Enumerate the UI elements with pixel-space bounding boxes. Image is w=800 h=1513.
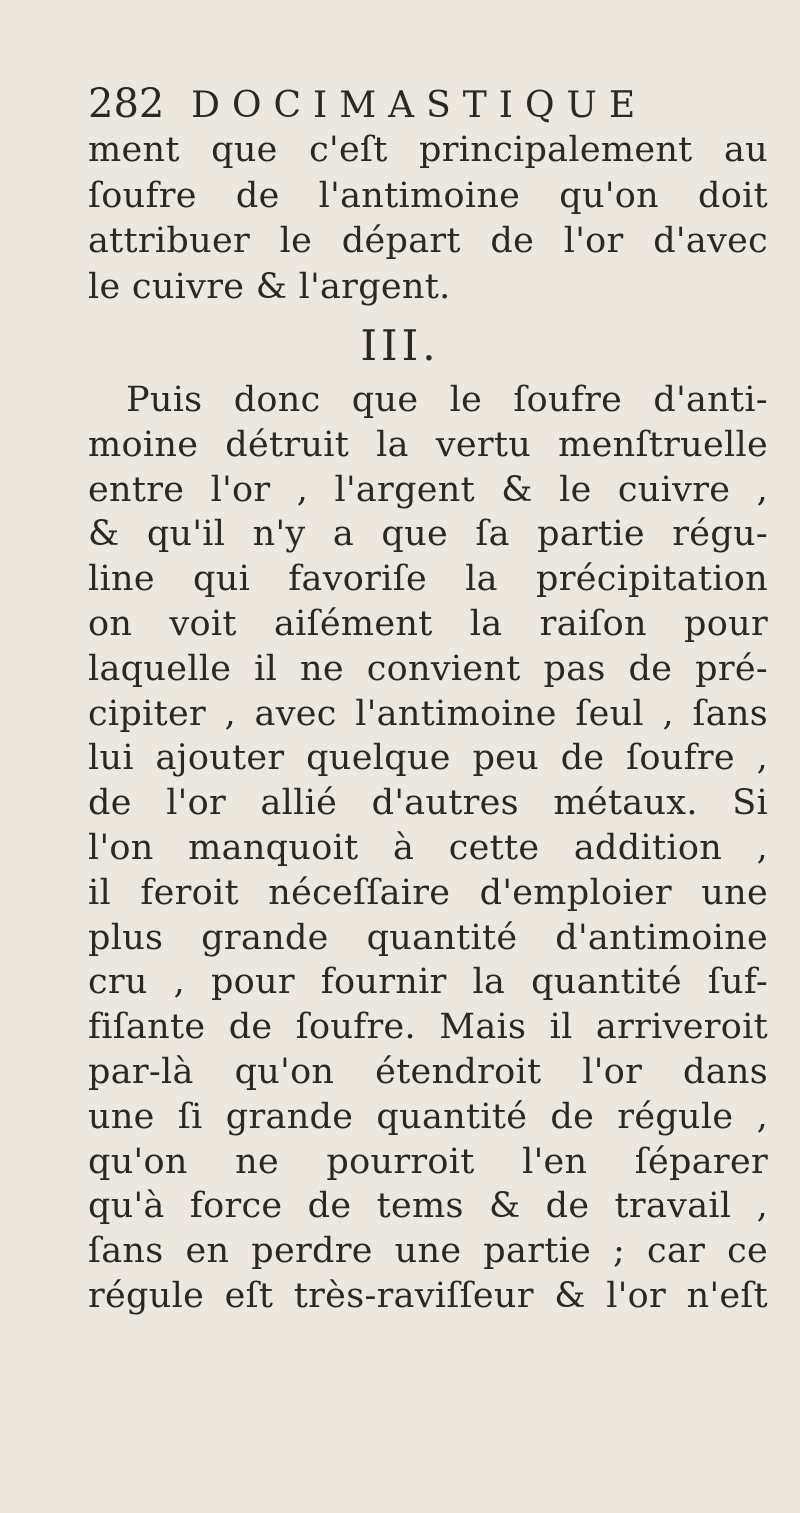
text-line: Puis donc que le ſoufre d'anti- xyxy=(126,380,768,420)
running-title: DOCIMASTIQUE xyxy=(191,85,648,126)
text-line: il feroit néceſſaire d'emploier une xyxy=(88,872,768,913)
page-number: 282 xyxy=(88,81,165,127)
paragraph-section-3 xyxy=(88,378,768,1319)
text-line: line qui favoriſe la précipitation xyxy=(88,559,768,600)
text-line: laquelle il ne convient pas de pré- xyxy=(88,648,768,689)
text-line: régule eſt très-raviſſeur & l'or n'eſt xyxy=(88,1275,768,1316)
text-line: lui ajouter quelque peu de ſoufre , xyxy=(88,738,768,779)
text-line: qu'on ne pourroit l'en ſéparer xyxy=(88,1141,768,1182)
text-line: ſans en perdre une partie ; car ce xyxy=(88,1231,768,1272)
text-line: moine détruit la vertu menſtruelle xyxy=(88,424,768,465)
text-line: de l'or allié d'autres métaux. Si xyxy=(88,783,768,824)
paragraph-continued xyxy=(88,128,768,310)
text-line: attribuer le départ de l'or d'avec xyxy=(88,221,768,261)
section-heading: III. xyxy=(360,321,440,370)
text-line: l'on manquoit à cette addition , xyxy=(88,827,768,868)
text-line: ſoufre de l'antimoine qu'on doit xyxy=(88,175,768,216)
text-line: plus grande quantité d'antimoine xyxy=(88,917,768,958)
text-line: le cuivre & l'argent. xyxy=(88,266,451,307)
text-line: une ſi grande quantité de régule , xyxy=(88,1096,768,1137)
text-line: entre l'or , l'argent & le cuivre , xyxy=(88,469,768,510)
text-line: ment que c'eſt principalement au xyxy=(88,130,768,170)
text-line: & qu'il n'y a que ſa partie régu- xyxy=(88,514,768,555)
text-line: qu'à force de tems & de travail , xyxy=(88,1186,768,1227)
text-line: cru , pour fournir la quantité ſuf- xyxy=(88,962,768,1003)
text-line: on voit aiſément la raiſon pour xyxy=(88,603,768,644)
text-line: cipiter , avec l'antimoine ſeul , ſans xyxy=(88,693,768,734)
text-line: fiſante de ſoufre. Mais il arriveroit xyxy=(88,1007,768,1048)
running-header xyxy=(88,74,688,134)
text-line: par-là qu'on étendroit l'or dans xyxy=(88,1051,768,1092)
